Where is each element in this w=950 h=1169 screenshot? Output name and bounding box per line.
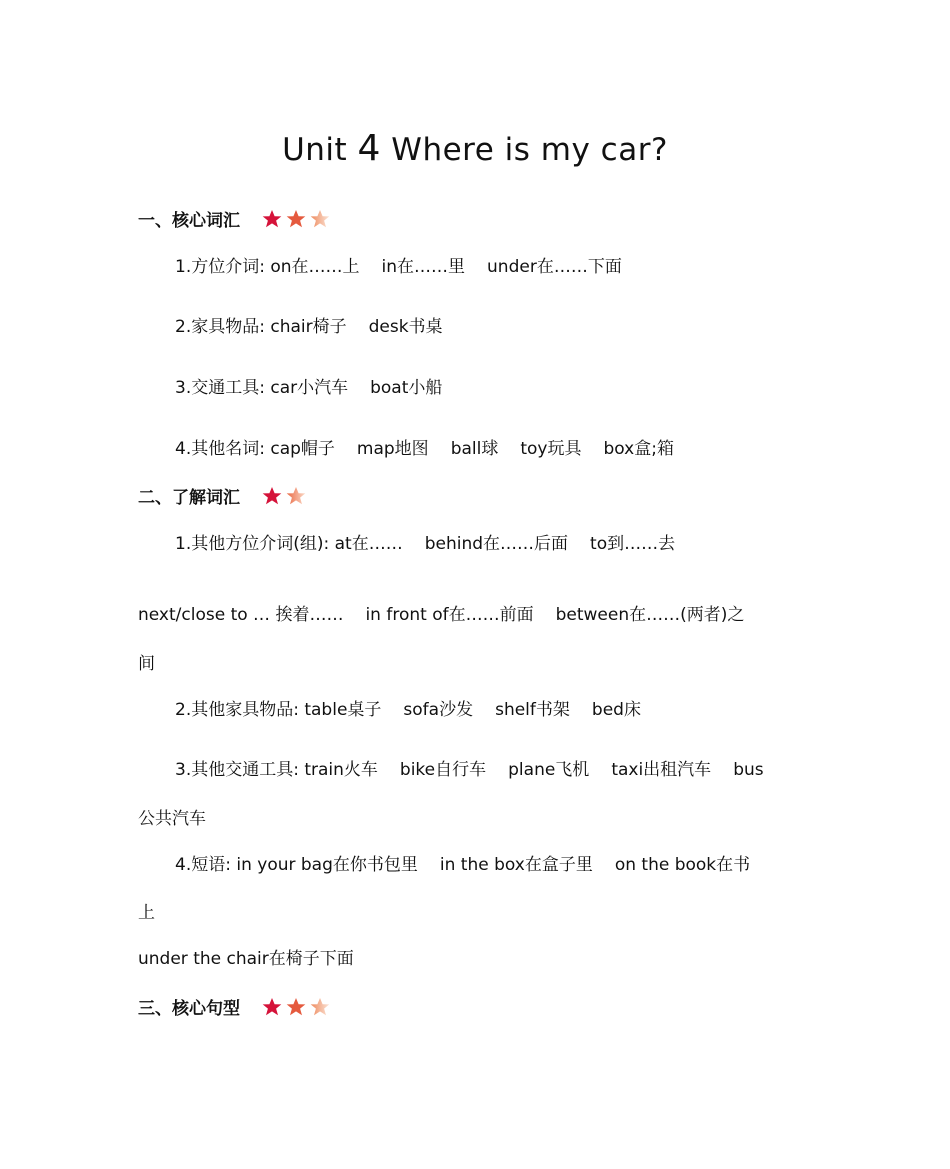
vocab-item: plane飞机 [508,760,590,780]
vocab-item: 2.其他家具物品: table桌子 [175,700,382,720]
title-number: 4 [357,128,381,169]
vocab-item: bed床 [591,700,641,720]
rating-stars-icon [262,209,328,235]
vocab-item: 间 [138,654,155,674]
vocab-line [175,438,674,460]
page-title [0,128,950,169]
vocab-line-continued [138,902,155,924]
half-star-icon [310,997,330,1017]
half-star-icon [286,486,306,506]
vocab-item: toy玩具 [520,439,582,459]
title-prefix: Unit [282,132,348,168]
vocab-line [175,377,442,399]
vocab-line [175,256,622,278]
vocab-item: bus [733,760,764,780]
rating-stars-icon [262,486,304,512]
vocab-item: under在……下面 [487,257,622,277]
vocab-item: sofa沙发 [403,700,474,720]
vocab-item: under the chair在椅子下面 [138,949,354,969]
star-icon [286,209,306,229]
rating-stars-icon [262,997,328,1023]
vocab-line [175,699,641,721]
section-heading-core-vocab [138,209,328,235]
star-icon [262,209,282,229]
star-icon [286,997,306,1017]
vocab-item: in front of在……前面 [365,605,534,625]
vocab-item: 1.方位介词: on在……上 [175,257,360,277]
section-heading-text: 一、核心词汇 [138,211,240,231]
vocab-item: desk书桌 [368,317,443,337]
vocab-line [175,316,443,338]
vocab-item: 1.其他方位介词(组): at在…… [175,534,403,554]
vocab-item: next/close to … 挨着…… [138,605,344,625]
vocab-item: shelf书架 [495,700,570,720]
vocab-item: bike自行车 [399,760,487,780]
vocab-item: 2.家具物品: chair椅子 [175,317,347,337]
vocab-item: map地图 [356,439,429,459]
section-heading-extra-vocab [138,486,304,512]
vocab-item: between在……(两者)之 [555,605,745,625]
vocab-item: box盒;箱 [603,439,674,459]
star-icon [262,997,282,1017]
vocab-item: 上 [138,903,155,923]
vocab-item: ball球 [450,439,499,459]
section-heading-core-sentences [138,997,328,1023]
section-heading-text: 二、了解词汇 [138,488,240,508]
half-star-icon [310,209,330,229]
vocab-line-continued [138,653,155,675]
vocab-item: 公共汽车 [138,809,206,829]
vocab-item: in在……里 [381,257,466,277]
star-icon [262,486,282,506]
vocab-item: behind在……后面 [424,534,569,554]
vocab-line [175,533,675,555]
vocab-line [175,759,764,781]
vocab-line [138,948,354,970]
vocab-item: 4.其他名词: cap帽子 [175,439,335,459]
vocab-item: 3.其他交通工具: train火车 [175,760,378,780]
vocab-item: boat小船 [370,378,443,398]
vocab-item: 4.短语: in your bag在你书包里 [175,855,418,875]
vocab-line-continued [138,808,206,830]
vocab-item: in the box在盒子里 [439,855,593,875]
vocab-line [175,854,750,876]
title-rest: Where is my car? [391,132,668,168]
vocab-item: 3.交通工具: car小汽车 [175,378,349,398]
vocab-item: to到……去 [590,534,676,554]
vocab-item: taxi出租汽车 [611,760,712,780]
vocab-line [138,604,744,626]
vocab-item: on the book在书 [614,855,751,875]
section-heading-text: 三、核心句型 [138,999,240,1019]
